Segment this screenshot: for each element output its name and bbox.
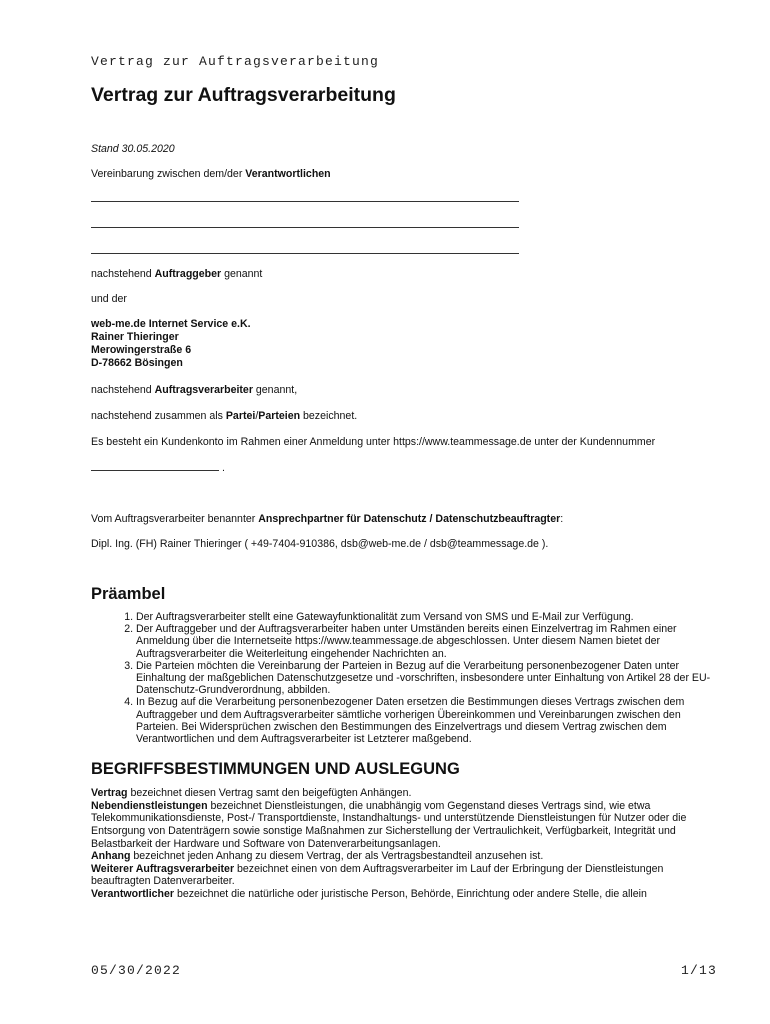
agreement-line: Vereinbarung zwischen dem/der Verantwortlichen — [91, 168, 331, 180]
blank-line — [91, 201, 519, 202]
definition-entry: Weiterer Auftragsverarbeiter bezeichnet einen von dem Auftragsverarbeiter im Lauf der Erbringung der Dienstleistungen beauftragten Datenverarbeiter. — [91, 862, 664, 888]
customer-account-text: Es besteht ein Kundenkonto im Rahmen einer Anmeldung unter https://www.teammessage.de unter der Kundennummer — [91, 436, 656, 448]
definitions-list — [91, 787, 721, 900]
document-title: Vertrag zur Auftragsverarbeitung — [91, 84, 396, 106]
processor-designation: nachstehend Auftragsverarbeiter genannt, — [91, 384, 298, 396]
definition-entry: Vertrag bezeichnet diesen Vertrag samt den beigefügten Anhängen. — [91, 787, 412, 800]
definition-entry: Anhang bezeichnet jeden Anhang zu diesem Vertrag, der als Vertragsbestandteil anzusehen ist. — [91, 850, 544, 863]
blank-line — [91, 227, 519, 228]
address-line: Rainer Thieringer — [91, 331, 179, 343]
page-footer — [91, 963, 717, 978]
preamble-heading: Präambel — [91, 585, 166, 603]
document-body — [91, 83, 721, 901]
contact-details: Dipl. Ing. (FH) Rainer Thieringer ( +49-7404-910386, dsb@web-me.de / dsb@teammessage.de ). — [91, 538, 549, 550]
address-line: D-78662 Bösingen — [91, 357, 183, 369]
address-line: Merowingerstraße 6 — [91, 344, 192, 356]
contact-heading-line: Vom Auftragsverarbeiter benannter Ansprechpartner für Datenschutz / Datenschutzbeauftragter: — [91, 513, 564, 525]
signature-blank-lines — [91, 201, 721, 254]
list-item: 4. In Bezug auf die Verarbeitung personenbezogener Daten ersetzen die Bestimmungen dieses Vertrags zwischen dem Auftraggeber und dem Auftragsverarbeiter sämtliche vorherigen Übereinkommen und Vereinbarungen zwischen den Parteien. Bei Widersprüchen zwischen den Bestimmungen des Einzelvertrags und diesem Vertrag zwischen dem Verantwortlichen und dem Auftragsverarbeiter ist Letzterer maßgebend. — [136, 696, 721, 745]
address-line: web-me.de Internet Service e.K. — [91, 318, 251, 330]
preamble-list — [91, 611, 721, 745]
blank-line — [91, 253, 519, 254]
definition-entry: Verantwortlicher bezeichnet die natürliche oder juristische Person, Behörde, Einrichtung oder andere Stelle, die allein — [91, 887, 647, 900]
list-item: 1. Der Auftragsverarbeiter stellt eine Gatewayfunktionalität zum Versand von SMS und E-Mail zur Verfügung. — [136, 611, 721, 623]
definition-entry: Nebendienstleistungen bezeichnet Dienstleistungen, die unabhängig vom Gegenstand dieses Vertrags sind, wie etwa Telekommunikationsdienste, Post-/ Transportdienste, Instandhaltungs- und unterstützende Dienstleistungen für Nutzer oder die Entsorgung von Datenträgern sowie sonstige Maßnahmen zur Sicherstellung der Vertraulichkeit, Verfügbarkeit, Integrität und Belastbarkeit der Hardware und Software von Datenverarbeitungsanlagen. — [91, 799, 687, 850]
customer-number-line: . — [91, 462, 721, 475]
processor-address — [91, 318, 721, 370]
running-header: Vertrag zur Auftragsverarbeitung — [91, 54, 380, 69]
stand-date: Stand 30.05.2020 — [91, 143, 175, 155]
list-item: 2. Der Auftraggeber und der Auftragsverarbeiter haben unter Umständen bereits einen Einzelvertrag im Rahmen einer Anmeldung über die Internetseite https://www.teammessage.de abgeschlossen. Unter diesem Namen bietet der Auftragsverarbeiter die Weiterleitung eingehender Nachrichten an. — [136, 623, 721, 660]
party-designation: nachstehend zusammen als Partei/Parteien bezeichnet. — [91, 410, 358, 422]
und-der: und der — [91, 293, 127, 305]
definitions-heading: BEGRIFFSBESTIMMUNGEN UND AUSLEGUNG — [91, 760, 460, 779]
client-designation: nachstehend Auftraggeber genannt — [91, 268, 263, 280]
footer-date: 05/30/2022 — [91, 963, 182, 978]
list-item: 3. Die Parteien möchten die Vereinbarung der Parteien in Bezug auf die Verarbeitung personenbezogener Daten unter Einhaltung der maßgeblichen Datenschutzgesetze und -vorschriften, insbesondere unter Einhaltung von Artikel 28 der EU-Datenschutz-Grundverordnung, abbilden. — [136, 660, 721, 697]
page-number: 1/13 — [680, 963, 717, 978]
customer-number-blank — [91, 470, 219, 471]
